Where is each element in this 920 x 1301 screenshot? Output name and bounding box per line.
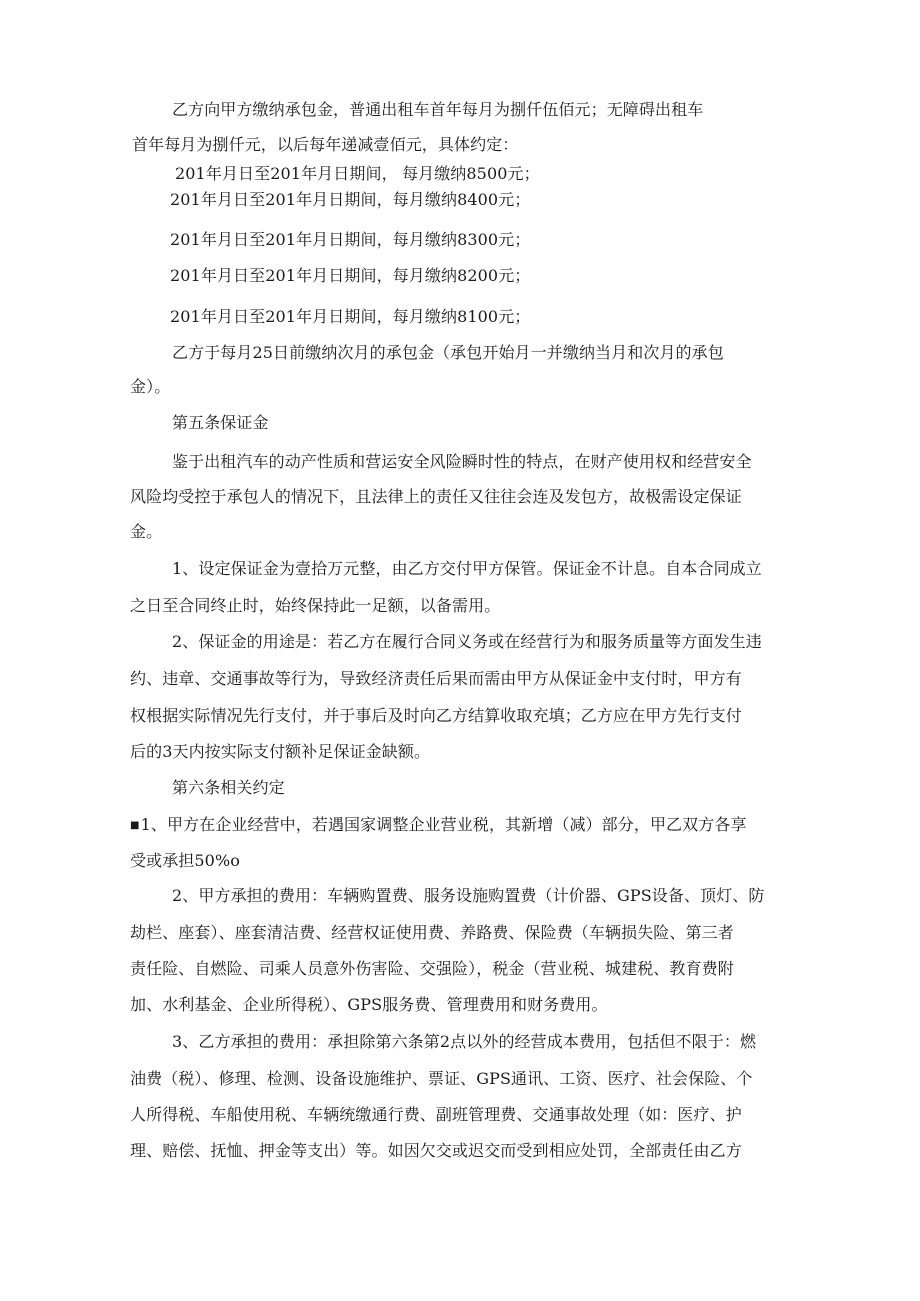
text-line: 2、保证金的用途是：若乙方在履行合同义务或在经营行为和服务质量等方面发生违 [172, 632, 762, 651]
text-line: 金）。 [130, 377, 171, 396]
section-heading: 第五条保证金 [172, 413, 269, 432]
text-line: 油费（税）、修理、检测、设备设施维护、票证、GPS通讯、工资、医疗、社会保险、个 [130, 1069, 753, 1088]
text-line: 乙方于每月25日前缴纳次月的承包金（承包开始月一并缴纳当月和次月的承包 [172, 343, 724, 362]
text-line: 3、乙方承担的费用：承担除第六条第2点以外的经营成本费用，包括但不限于：燃 [172, 1032, 757, 1051]
text-line: 201年月日至201年月日期间，每月缴纳8400元； [170, 190, 531, 209]
text-line: 每月缴纳8500元； [402, 164, 540, 183]
text-line [130, 814, 747, 837]
bullet-marker: ■ [130, 819, 140, 831]
text-line: 理、赔偿、抚恤、押金等支出）等。如因欠交或迟交而受到相应处罚，全部责任由乙方 [130, 1141, 742, 1160]
text-line: 201年月日至201年月日期间，每月缴纳8200元； [170, 266, 531, 285]
text-line: 201年月日至201年月日期间，每月缴纳8100元； [170, 307, 531, 326]
text-line: 加、水利基金、企业所得税）、GPS服务费、管理费用和财务费用。 [130, 995, 608, 1014]
text-line: 风险均受控于承包人的情况下，且法律上的责任又往往会连及发包方，故极需设定保证 [130, 487, 742, 506]
text-line: 1、设定保证金为壹拾万元整，由乙方交付甲方保管。保证金不计息。自本合同成立 [172, 559, 762, 578]
text-line: 金。 [130, 522, 163, 541]
text-line: 之日至合同终止时，始终保持此一足额，以备需用。 [130, 596, 501, 615]
text-line: 责任险、自燃险、司乘人员意外伤害险、交强险），税金（营业税、城建税、教育费附 [130, 959, 734, 978]
text-line: 约、违章、交通事故等行为，导致经济责任后果而需由甲方从保证金中支付时，甲方有 [130, 669, 742, 688]
text-line: 鉴于出租汽车的动产性质和营运安全风险瞬时性的特点，在财产使用权和经营安全 [172, 452, 752, 471]
text-line: 劫栏、座套）、座套清洁费、经营权证使用费、养路费、保险费（车辆损失险、第三者 [130, 923, 734, 942]
section-heading: 第六条相关约定 [172, 778, 285, 797]
text-line-content: 1、甲方在企业经营中，若遇国家调整企业营业税，其新增（减）部分，甲乙双方各享 [140, 815, 747, 834]
text-line: 人所得税、车船使用税、车辆统缴通行费、副班管理费、交通事故处理（如：医疗、护 [130, 1105, 742, 1124]
text-line: 受或承担50%o [130, 851, 240, 870]
text-line: 2、甲方承担的费用：车辆购置费、服务设施购置费（计价器、GPS设备、顶灯、防 [172, 886, 765, 905]
text-line: 权根据实际情况先行支付，并于事后及时向乙方结算收取充填；乙方应在甲方先行支付 [130, 706, 742, 725]
text-line: 乙方向甲方缴纳承包金，普通出租车首年每月为捌仟伍佰元；无障碍出租车 [172, 100, 704, 119]
text-line: 201年月日至201年月日期间，每月缴纳8300元； [170, 230, 531, 249]
text-line: 后的3天内按实际支付额补足保证金缺额。 [130, 742, 431, 761]
text-line: 首年每月为捌仟元，以后每年递减壹佰元，具体约定： [132, 135, 519, 154]
text-line: 201年月日至201年月日期间， [175, 164, 398, 183]
